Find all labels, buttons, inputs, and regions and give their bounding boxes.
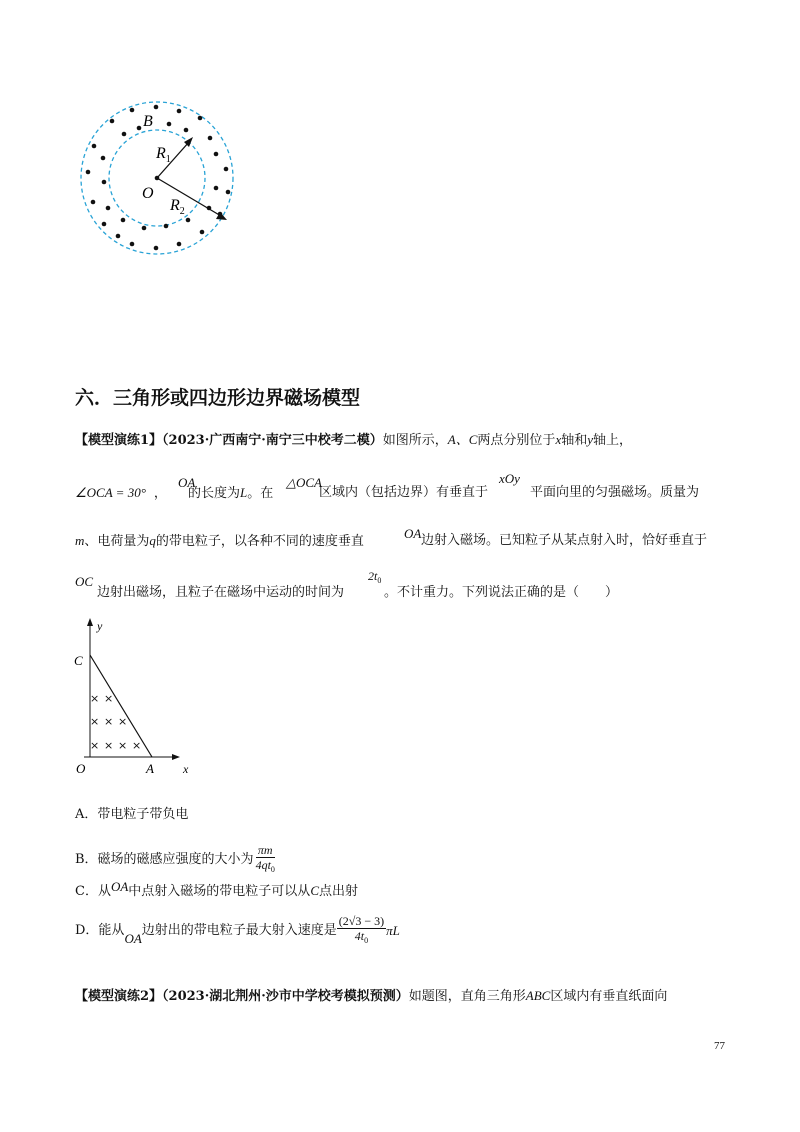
y-axis-arrow [87, 618, 93, 626]
charge-text: 、电荷量为 [84, 534, 150, 549]
charge-text2: 的带电粒子，以各种不同的速度垂直 [155, 534, 364, 549]
triangle-oca: △OCA [286, 475, 322, 490]
label-r1: $R_1$ [156, 145, 171, 165]
axis-y-ref: y [587, 432, 594, 447]
option-d-text: D．能从 [75, 923, 125, 938]
mass-m: m [75, 533, 85, 548]
exercise1-line1 [75, 431, 632, 450]
option-b-fraction: $\frac{\pi m}{4qt_0}$ [255, 843, 275, 874]
section-title: 六．三角形或四边形边界磁场模型 [75, 387, 361, 409]
svg-text:×: × [118, 739, 128, 752]
label-b: B [143, 113, 153, 130]
label-x: x [183, 762, 189, 776]
field-crosses [90, 692, 141, 752]
plane-text: 平面向里的匀强磁场。质量为 [530, 485, 700, 500]
exercise2-line1 [75, 987, 667, 1006]
plane-xoy: xOy [499, 471, 520, 486]
oa-edge-ref: OA [404, 526, 422, 541]
option-b-text: B．磁场的磁感应强度的大小为 [75, 852, 254, 867]
exercise2-tag: 【模型演练2】 [75, 989, 163, 1004]
option-c-mid: 中点射入磁场的带电粒子可以从 [128, 884, 311, 899]
label-o: O [76, 761, 86, 776]
option-c-point: C [310, 883, 319, 898]
label-o: O [142, 185, 154, 202]
exercise1-text2: 两点分别位于 [477, 433, 556, 448]
oa-label-raised: OA [178, 475, 196, 490]
oc-edge-ref: OC [75, 574, 94, 589]
option-c[interactable] [75, 879, 358, 901]
charge-q: q [149, 533, 156, 548]
option-d-fraction: $\frac{(2√3 - 3)}{4t_0}$ [338, 914, 385, 945]
exercise1-line3 [75, 532, 364, 551]
svg-text:×: × [118, 715, 128, 728]
option-b[interactable] [75, 843, 277, 877]
exit-text: 边射出磁场，且粒子在磁场中运动的时间为 [97, 585, 345, 600]
radius-r2-arrow [157, 178, 221, 216]
enter-text: 边射入磁场。已知粒子从某点射入时，恰好垂直于 [421, 533, 708, 548]
magnetic-ring-figure [76, 96, 246, 266]
option-c-end: 点出射 [318, 884, 358, 899]
label-r2: $R_2$ [170, 197, 185, 217]
exercise1-text4: 轴上， [593, 433, 633, 448]
svg-text:×: × [104, 715, 114, 728]
point-ac: A、C [447, 432, 478, 447]
time-2t0: $2t_0$ [368, 569, 382, 585]
triangle-field-figure [70, 615, 200, 780]
svg-text:×: × [90, 715, 100, 728]
option-a[interactable]: A．带电粒子带负电 [75, 807, 189, 822]
exercise2-text2: 区域内有垂直纸面向 [550, 989, 668, 1004]
angle-oca: ∠OCA = 30° [75, 485, 146, 500]
svg-text:×: × [104, 692, 114, 705]
axis-x-ref: x [555, 432, 562, 447]
svg-text:×: × [90, 739, 100, 752]
exercise1-source: （2023·广西南宁·南宁三中校考二模） [162, 433, 383, 448]
exercise1-text: 如图所示， [382, 433, 448, 448]
option-d-tail: πL [386, 923, 400, 938]
label-y: y [97, 619, 103, 633]
option-c-text: C．从 [75, 884, 111, 899]
triangle-abc: ABC [525, 988, 551, 1003]
label-c: C [74, 653, 83, 668]
exercise1-line2b [188, 484, 273, 503]
label-a: A [146, 761, 154, 776]
svg-text:×: × [90, 692, 100, 705]
svg-text:×: × [132, 739, 142, 752]
option-d-oa: OA [124, 931, 142, 946]
option-d-mid: 边射出的带电粒子最大射入速度是 [141, 923, 337, 938]
length-text: 的长度为 [188, 486, 241, 501]
exercise1-tag: 【模型演练1】 [75, 433, 163, 448]
page-number: 77 [714, 1040, 725, 1052]
exercise2-text: 如题图，直角三角形 [408, 989, 526, 1004]
exercise1-line2 [75, 484, 167, 503]
x-axis-arrow [172, 754, 180, 760]
length-l: L [240, 485, 248, 500]
svg-text:×: × [104, 739, 114, 752]
in-text: 。在 [247, 486, 274, 501]
comma: ， [153, 486, 167, 501]
exercise1-text3: 轴和 [561, 433, 588, 448]
option-d[interactable] [75, 914, 400, 948]
region-text: 区域内（包括边界）有垂直于 [319, 485, 489, 500]
exercise2-source: （2023·湖北荆州·沙市中学校考模拟预测） [162, 989, 409, 1004]
end-text: 。不计重力。下列说法正确的是（ ） [384, 585, 619, 600]
option-c-oa: OA [110, 879, 129, 894]
